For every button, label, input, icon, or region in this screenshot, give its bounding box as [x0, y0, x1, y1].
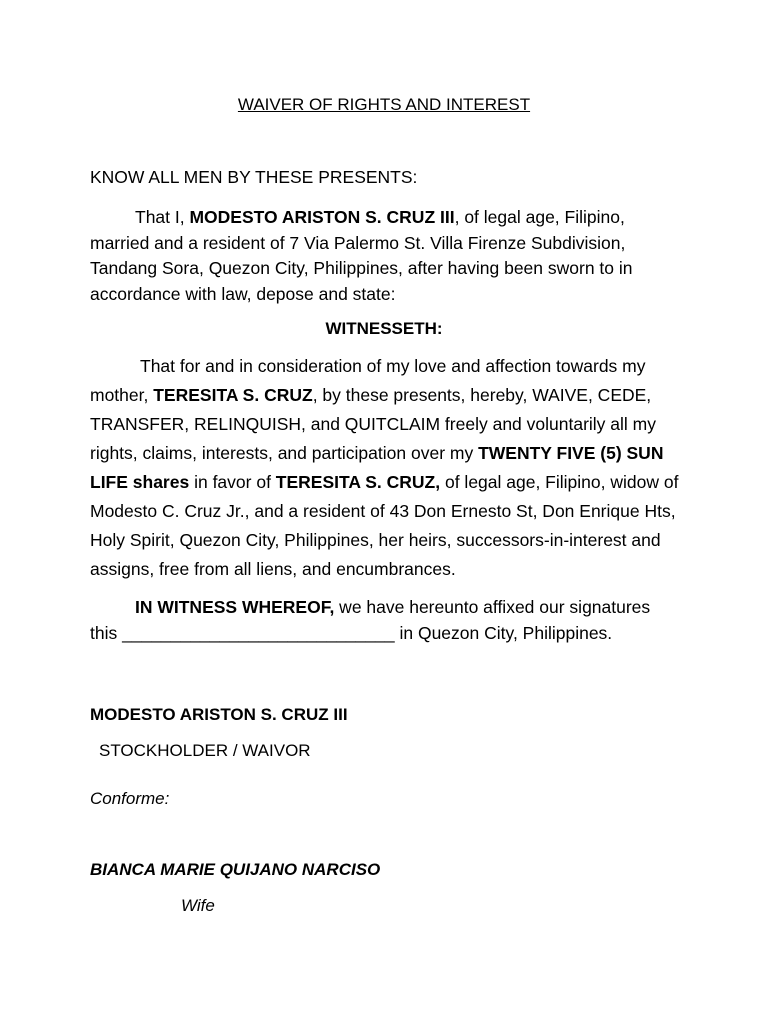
signatory-role: STOCKHOLDER / WAIVOR: [99, 741, 311, 760]
para1-text-2: , of legal age, Filipino, married and a resident of 7 Via Palermo St. Villa Firenze Subdivision, Tandang Sora, Quezon City, Philippines, after having been sworn to in accordance with law, depose and state:: [90, 207, 633, 304]
para2-beneficiary-name: TERESITA S. CRUZ: [153, 385, 313, 405]
signatory-name: MODESTO ARISTON S. CRUZ III: [90, 705, 348, 724]
para3-text-1: we have hereunto affixed our signatures this ____________________________ in Quezon City, Philippines.: [90, 597, 651, 643]
document-title: WAIVER OF RIGHTS AND INTEREST: [237, 95, 531, 114]
para1-text-1: That I,: [135, 207, 190, 227]
para3-witness-whereof: IN WITNESS WHEREOF,: [135, 597, 335, 617]
opening-paragraph: [90, 205, 680, 307]
conforme-role: Wife: [181, 896, 215, 915]
para2-shares: TWENTY FIVE (5) SUN LIFE shares: [90, 443, 664, 492]
waiver-paragraph: [90, 352, 680, 584]
witness-paragraph: [90, 595, 680, 646]
greeting: KNOW ALL MEN BY THESE PRESENTS:: [90, 167, 418, 187]
conforme-label: Conforme:: [90, 789, 170, 808]
para2-text-4: of legal age, Filipino, widow of Modesto C. Cruz Jr., and a resident of 43 Don Ernesto St, Don Enrique Hts, Holy Spirit, Quezon City, Philippines, her heirs, successors-in-interest and assigns, free from all liens, and encumbrances.: [90, 472, 679, 579]
para2-beneficiary-name-2: TERESITA S. CRUZ,: [275, 472, 441, 492]
para2-text-2: , by these presents, hereby, WAIVE, CEDE, TRANSFER, RELINQUISH, and QUITCLAIM freely and voluntarily all my rights, claims, interests, and participation over my: [90, 385, 656, 463]
conforme-name: BIANCA MARIE QUIJANO NARCISO: [90, 860, 381, 879]
para2-text-1: That for and in consideration of my love and affection towards my mother,: [90, 356, 646, 405]
para2-text-3: in favor of: [189, 472, 276, 492]
witnesseth-heading: WITNESSETH:: [325, 319, 443, 338]
para1-affiant-name: MODESTO ARISTON S. CRUZ III: [189, 207, 455, 227]
